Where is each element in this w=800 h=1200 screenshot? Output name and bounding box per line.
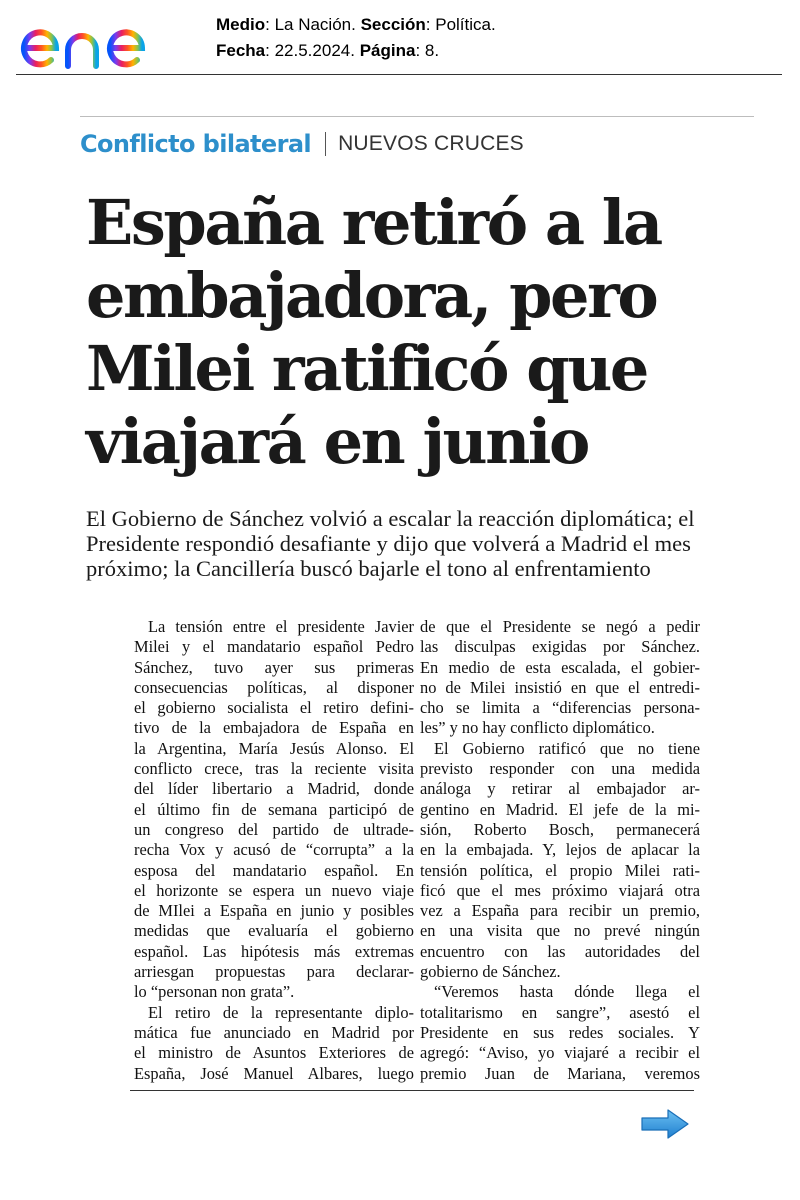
body-line: en una visita que no prevé ningún (420, 921, 700, 941)
body-line: mática fue anunciado en Madrid por (134, 1022, 414, 1042)
section-name: Conflicto bilateral (80, 130, 312, 158)
body-line: El Gobierno ratificó que no tiene (434, 738, 700, 758)
body-line: un congreso del partido de ultrade- (134, 819, 414, 839)
body-line: arriesgan propuestas para declarar- (134, 962, 414, 982)
fecha-value: 22.5.2024. (274, 41, 355, 60)
medio-line: Medio: La Nación. Sección: Política. (216, 15, 496, 34)
body-column-2 (420, 617, 700, 1084)
arrow-right-icon[interactable] (640, 1108, 690, 1140)
body-line: español. Las hipótesis más extremas (134, 941, 414, 961)
body-line: El retiro de la representante diplo- (148, 1002, 414, 1022)
body-line: premio Juan de Mariana, veremos (420, 1063, 700, 1083)
body-line: del líder libertario a Madrid, donde (134, 779, 414, 799)
press-clipping-metadata (216, 12, 496, 64)
headline (86, 186, 766, 478)
body-line: Sánchez, tuvo ayer sus primeras (134, 657, 414, 677)
body-line: encuentro con las autoridades del (420, 941, 700, 961)
header-divider (16, 74, 782, 75)
medio-label: Medio (216, 15, 266, 34)
headline-line: Milei ratificó que (86, 332, 647, 405)
body-line: análoga y retirar al embajador ar- (420, 779, 700, 799)
body-line: “Veremos hasta dónde llega el (434, 982, 700, 1002)
body-line: en la embajada. Y, lejos de aplacar la (420, 840, 700, 860)
section-separator (325, 132, 326, 156)
section-heading (80, 126, 524, 162)
body-line: el horizonte se espera un nuevo viaje (134, 880, 414, 900)
body-line: la Argentina, María Jesús Alonso. El (134, 738, 414, 758)
body-line: el último fin de semana participó de (134, 799, 414, 819)
seccion-label: Sección (360, 15, 426, 34)
medio-value: La Nación. (274, 15, 356, 34)
body-line: España, José Manuel Albares, luego (134, 1063, 414, 1083)
body-line: En medio de esta escalada, el gobier- (420, 657, 700, 677)
body-line: Presidente en sus redes sociales. Y (420, 1022, 700, 1042)
body-line: totalitarismo en sangre”, asestó el (420, 1002, 700, 1022)
pagina-label: Página (359, 41, 416, 60)
body-line: consecuencias políticas, al disponer (134, 677, 414, 697)
fecha-line: Fecha: 22.5.2024. Página: 8. (216, 41, 440, 60)
body-line: previsto responder con una medida (420, 759, 700, 779)
body-line: medidas que evaluaría el gobierno (134, 921, 414, 941)
body-line: tivo de la embajadora de España en (134, 718, 414, 738)
body-line: no de Milei insistió en que el entredi- (420, 677, 700, 697)
body-line: las disculpas exigidas por Sánchez. (420, 637, 700, 657)
headline-line: viajará en junio (86, 405, 588, 478)
body-line: gentino en Madrid. El jefe de la mi- (420, 799, 700, 819)
body-line: el gobierno socialista el retiro defini- (134, 698, 414, 718)
headline-line: embajadora, pero (86, 259, 657, 332)
body-line: lo “personan non grata”. (134, 982, 295, 1002)
body-line: ficó que el mes próximo viajará otra (420, 880, 700, 900)
seccion-value: Política. (435, 15, 496, 34)
body-line: conflicto crece, tras la reciente visita (134, 759, 414, 779)
body-line: vez a España para recibir un premio, (420, 901, 700, 921)
section-tag: NUEVOS CRUCES (338, 132, 524, 155)
body-line: agregó: “Aviso, yo viajaré a recibir el (420, 1043, 700, 1063)
body-line: tensión política, el propio Milei rati- (420, 860, 700, 880)
headline-line: España retiró a la (86, 186, 661, 259)
body-line: sión, Roberto Bosch, permanecerá (420, 819, 700, 839)
fecha-label: Fecha (216, 41, 266, 60)
body-line: les” y no hay conflicto diplomático. (420, 718, 655, 738)
body-line: La tensión entre el presidente Javier (148, 617, 414, 636)
enel-logo (16, 4, 192, 76)
deck-line: El Gobierno de Sánchez volvió a escalar la reacción diplomática; el (86, 506, 695, 531)
body-line: gobierno de Sánchez. (420, 962, 561, 982)
body-line: esposa del mandatario español. En (134, 860, 414, 880)
section-top-rule (80, 116, 754, 117)
body-line: cho se limita a “diferencias persona- (420, 698, 700, 718)
body-line: de que el Presidente se negó a pedir (420, 617, 700, 636)
body-column-1 (134, 617, 414, 1084)
deck-subheadline (86, 506, 766, 581)
deck-line: Presidente respondió desafiante y dijo que volverá a Madrid el mes (86, 531, 691, 556)
body-line: Milei y el mandatario español Pedro (134, 637, 414, 657)
deck-line: próximo; la Cancillería buscó bajarle el tono al enfrentamiento (86, 556, 651, 581)
bottom-divider (130, 1090, 694, 1091)
body-line: recha Vox y acusó de “corrupta” a la (134, 840, 414, 860)
pagina-value: 8. (424, 41, 440, 60)
body-line: el ministro de Asuntos Exteriores de (134, 1043, 414, 1063)
body-line: de MIlei a España en junio y posibles (134, 901, 414, 921)
